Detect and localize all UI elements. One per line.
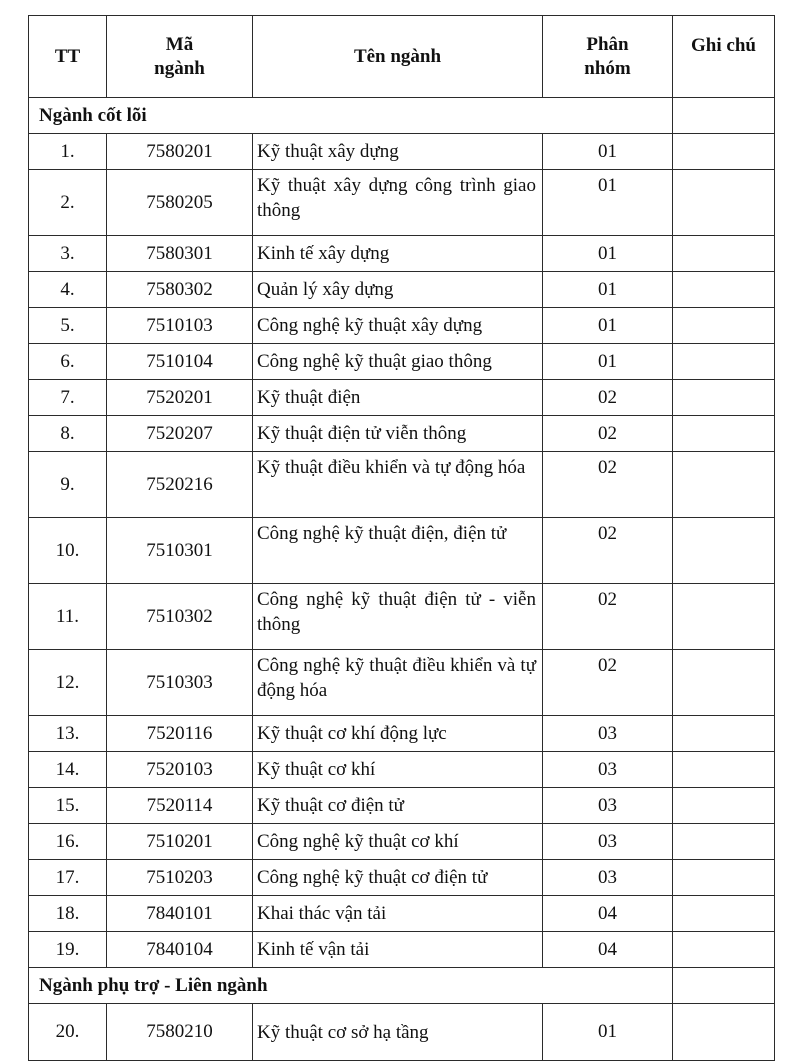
cell-group: 04 xyxy=(543,932,673,968)
table-body xyxy=(29,98,775,1061)
cell-group: 02 xyxy=(543,416,673,452)
cell-name: Kinh tế vận tải xyxy=(253,932,543,968)
cell-name: Công nghệ kỹ thuật xây dựng xyxy=(253,308,543,344)
table-row xyxy=(29,236,775,272)
cell-group: 01 xyxy=(543,134,673,170)
table-row xyxy=(29,584,775,650)
cell-name: Kỹ thuật xây dựng xyxy=(253,134,543,170)
cell-tt: 19. xyxy=(29,932,107,968)
cell-code: 7520114 xyxy=(107,788,253,824)
table-row xyxy=(29,452,775,518)
cell-tt: 6. xyxy=(29,344,107,380)
cell-name: Khai thác vận tải xyxy=(253,896,543,932)
cell-note xyxy=(673,932,775,968)
cell-tt: 5. xyxy=(29,308,107,344)
cell-tt: 17. xyxy=(29,860,107,896)
cell-name: Công nghệ kỹ thuật cơ điện tử xyxy=(253,860,543,896)
cell-code: 7510303 xyxy=(107,650,253,716)
table-row xyxy=(29,308,775,344)
table-row xyxy=(29,272,775,308)
table-row xyxy=(29,416,775,452)
cell-note xyxy=(673,416,775,452)
table-row xyxy=(29,170,775,236)
cell-code: 7510203 xyxy=(107,860,253,896)
cell-name: Công nghệ kỹ thuật điện tử - viễn thông xyxy=(253,584,543,650)
cell-name: Kỹ thuật xây dựng công trình giao thông xyxy=(253,170,543,236)
section-row xyxy=(29,98,775,134)
cell-code: 7840104 xyxy=(107,932,253,968)
cell-group: 01 xyxy=(543,1004,673,1061)
table-row xyxy=(29,860,775,896)
cell-tt: 4. xyxy=(29,272,107,308)
cell-group: 04 xyxy=(543,896,673,932)
cell-tt: 11. xyxy=(29,584,107,650)
cell-group: 03 xyxy=(543,860,673,896)
cell-group: 01 xyxy=(543,170,673,236)
cell-note xyxy=(673,344,775,380)
cell-group: 02 xyxy=(543,380,673,416)
table-row xyxy=(29,344,775,380)
cell-tt: 10. xyxy=(29,518,107,584)
cell-tt: 18. xyxy=(29,896,107,932)
cell-group: 01 xyxy=(543,344,673,380)
cell-tt: 3. xyxy=(29,236,107,272)
cell-group: 01 xyxy=(543,236,673,272)
cell-note xyxy=(673,788,775,824)
cell-note xyxy=(673,236,775,272)
cell-code: 7520116 xyxy=(107,716,253,752)
table-row xyxy=(29,932,775,968)
cell-name: Quản lý xây dựng xyxy=(253,272,543,308)
cell-code: 7520216 xyxy=(107,452,253,518)
table-row xyxy=(29,716,775,752)
cell-note xyxy=(673,518,775,584)
cell-code: 7580301 xyxy=(107,236,253,272)
section-row xyxy=(29,968,775,1004)
cell-note xyxy=(673,716,775,752)
table-row xyxy=(29,1004,775,1061)
cell-name: Kỹ thuật cơ điện tử xyxy=(253,788,543,824)
cell-note xyxy=(673,272,775,308)
cell-name: Kỹ thuật cơ khí xyxy=(253,752,543,788)
cell-code: 7580302 xyxy=(107,272,253,308)
table-row xyxy=(29,788,775,824)
cell-tt: 20. xyxy=(29,1004,107,1061)
cell-code: 7580201 xyxy=(107,134,253,170)
cell-name: Kỹ thuật cơ khí động lực xyxy=(253,716,543,752)
cell-note xyxy=(673,134,775,170)
table-row xyxy=(29,752,775,788)
table-row xyxy=(29,134,775,170)
table-row xyxy=(29,380,775,416)
cell-code: 7510201 xyxy=(107,824,253,860)
cell-tt: 8. xyxy=(29,416,107,452)
section-note-cell xyxy=(673,968,775,1004)
cell-group: 02 xyxy=(543,650,673,716)
cell-group: 02 xyxy=(543,452,673,518)
table-row xyxy=(29,824,775,860)
cell-tt: 14. xyxy=(29,752,107,788)
header-ma-nganh: Mã ngành xyxy=(107,16,253,98)
header-row xyxy=(29,16,775,98)
table-row xyxy=(29,896,775,932)
cell-name: Công nghệ kỹ thuật điện, điện tử xyxy=(253,518,543,584)
cell-code: 7520103 xyxy=(107,752,253,788)
cell-name: Kỹ thuật cơ sở hạ tầng xyxy=(253,1004,543,1061)
cell-code: 7510302 xyxy=(107,584,253,650)
cell-group: 03 xyxy=(543,752,673,788)
cell-group: 03 xyxy=(543,824,673,860)
cell-name: Công nghệ kỹ thuật cơ khí xyxy=(253,824,543,860)
cell-group: 02 xyxy=(543,518,673,584)
cell-group: 01 xyxy=(543,272,673,308)
cell-note xyxy=(673,170,775,236)
cell-code: 7510103 xyxy=(107,308,253,344)
cell-code: 7510104 xyxy=(107,344,253,380)
cell-note xyxy=(673,452,775,518)
cell-code: 7520201 xyxy=(107,380,253,416)
table-row xyxy=(29,650,775,716)
cell-code: 7520207 xyxy=(107,416,253,452)
section-note-cell xyxy=(673,98,775,134)
cell-tt: 1. xyxy=(29,134,107,170)
cell-name: Công nghệ kỹ thuật điều khiển và tự động hóa xyxy=(253,650,543,716)
cell-code: 7580205 xyxy=(107,170,253,236)
cell-tt: 15. xyxy=(29,788,107,824)
section-title: Ngành cốt lõi xyxy=(29,98,673,134)
table-row xyxy=(29,518,775,584)
cell-group: 01 xyxy=(543,308,673,344)
cell-name: Kỹ thuật điện xyxy=(253,380,543,416)
majors-table xyxy=(28,15,775,1061)
cell-note xyxy=(673,308,775,344)
cell-note xyxy=(673,380,775,416)
header-phan-nhom: Phân nhóm xyxy=(543,16,673,98)
cell-tt: 9. xyxy=(29,452,107,518)
cell-group: 03 xyxy=(543,716,673,752)
cell-group: 03 xyxy=(543,788,673,824)
cell-tt: 13. xyxy=(29,716,107,752)
cell-note xyxy=(673,650,775,716)
cell-group: 02 xyxy=(543,584,673,650)
cell-note xyxy=(673,824,775,860)
cell-note xyxy=(673,1004,775,1061)
cell-tt: 2. xyxy=(29,170,107,236)
cell-note xyxy=(673,584,775,650)
cell-code: 7840101 xyxy=(107,896,253,932)
cell-note xyxy=(673,860,775,896)
cell-name: Kỹ thuật điều khiển và tự động hóa xyxy=(253,452,543,518)
header-tt: TT xyxy=(29,16,107,98)
cell-name: Công nghệ kỹ thuật giao thông xyxy=(253,344,543,380)
cell-name: Kinh tế xây dựng xyxy=(253,236,543,272)
cell-code: 7580210 xyxy=(107,1004,253,1061)
section-title: Ngành phụ trợ - Liên ngành xyxy=(29,968,673,1004)
cell-tt: 16. xyxy=(29,824,107,860)
cell-code: 7510301 xyxy=(107,518,253,584)
header-ghi-chu: Ghi chú xyxy=(673,16,775,98)
cell-note xyxy=(673,896,775,932)
cell-name: Kỹ thuật điện tử viễn thông xyxy=(253,416,543,452)
header-ten-nganh: Tên ngành xyxy=(253,16,543,98)
cell-tt: 12. xyxy=(29,650,107,716)
cell-note xyxy=(673,752,775,788)
cell-tt: 7. xyxy=(29,380,107,416)
